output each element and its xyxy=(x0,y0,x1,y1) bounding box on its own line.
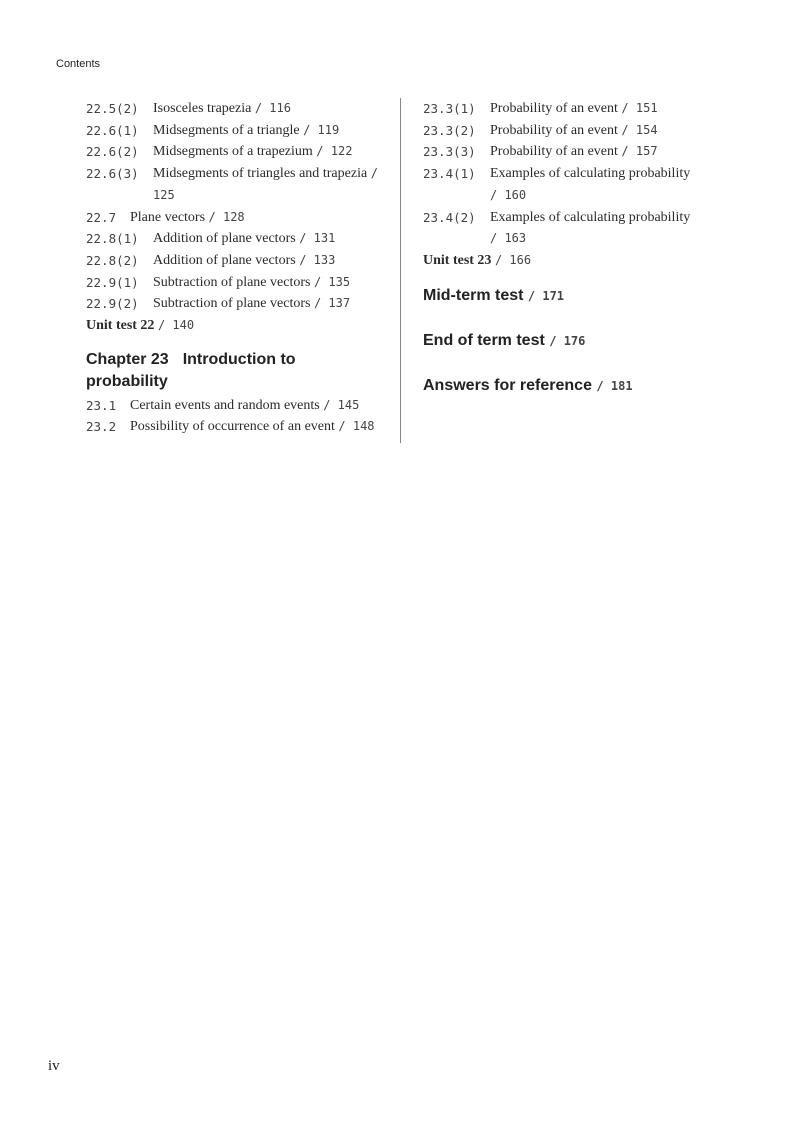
entry-page: 181 xyxy=(610,378,633,393)
toc-entry[interactable]: 22.5(2) Isosceles trapezia / 116 xyxy=(86,98,378,120)
entry-number: 22.6(1) xyxy=(86,122,139,138)
entry-number: 22.5(2) xyxy=(86,101,139,116)
entry-title: Midsegments of triangles and trapezia xyxy=(153,166,368,182)
toc-entry[interactable]: 22.6(2) Midsegments of a trapezium / 122 xyxy=(86,141,378,163)
toc-entry[interactable]: 23.4(1) Examples of calculating probability / 160 xyxy=(423,163,723,206)
entry-title: Probability of an event xyxy=(490,101,618,116)
entry-page: 122 xyxy=(330,144,353,159)
unit-test-entry[interactable]: Unit test 22 / 140 xyxy=(86,318,195,334)
section-title: Answers for reference xyxy=(423,376,592,394)
entry-number: 23.2 xyxy=(86,419,117,435)
entry-page: 133 xyxy=(313,252,336,267)
chapter-heading[interactable] xyxy=(86,349,378,393)
entry-page: 160 xyxy=(504,187,527,202)
entry-page: 154 xyxy=(635,122,658,137)
chapter-number: Chapter 23 xyxy=(86,350,169,368)
entry-number: 23.3(3) xyxy=(423,144,476,160)
section-heading-midterm[interactable]: Mid-term test / 171 xyxy=(423,286,565,304)
entry-page: 140 xyxy=(172,318,195,333)
entry-page: 166 xyxy=(509,252,532,267)
entry-title: Isosceles trapezia xyxy=(153,101,252,116)
entry-number: 23.1 xyxy=(86,397,117,413)
entry-title: Addition of plane vectors xyxy=(153,252,296,268)
section-heading-end-of-term[interactable]: End of term test / 176 xyxy=(423,331,586,349)
entry-title: Plane vectors xyxy=(130,209,206,225)
toc-entry[interactable]: 23.3(1) Probability of an event / 151 xyxy=(423,98,723,120)
toc-left-column xyxy=(86,98,378,438)
section-heading-answers[interactable]: Answers for reference / 181 xyxy=(423,376,633,394)
entry-number: 22.8(2) xyxy=(86,252,139,268)
entry-title: Probability of an event xyxy=(490,122,618,138)
entry-page: 119 xyxy=(317,122,340,137)
entry-page: 151 xyxy=(635,101,658,115)
entry-title: Addition of plane vectors xyxy=(153,231,296,247)
entry-title: Midsegments of a trapezium xyxy=(153,144,313,160)
entry-page: 135 xyxy=(328,274,351,289)
toc-entry[interactable]: 22.9(2) Subtraction of plane vectors / 137 xyxy=(86,293,378,315)
entry-title: Certain events and random events xyxy=(130,397,320,413)
entry-title: Probability of an event xyxy=(490,144,618,160)
entry-number: 23.3(1) xyxy=(423,101,476,116)
entry-number: 22.6(2) xyxy=(86,144,139,160)
entry-page: 171 xyxy=(542,288,565,303)
entry-number: 23.4(2) xyxy=(423,209,476,225)
entry-title: Midsegments of a triangle xyxy=(153,122,300,138)
entry-page: 125 xyxy=(153,187,175,202)
toc-entry[interactable]: 23.4(2) Examples of calculating probability / 163 xyxy=(423,207,723,250)
toc-entry[interactable]: 22.8(1) Addition of plane vectors / 131 xyxy=(86,228,378,250)
toc-right-column xyxy=(423,98,723,397)
entry-page: 145 xyxy=(337,397,360,412)
entry-page: 176 xyxy=(563,333,586,348)
entry-page: 116 xyxy=(269,101,291,115)
entry-title: Subtraction of plane vectors xyxy=(153,296,311,312)
toc-entry[interactable]: 22.6(3) Midsegments of triangles and trapezia / 125 xyxy=(86,163,378,206)
entry-number: 23.4(1) xyxy=(423,166,476,182)
entry-number: 22.8(1) xyxy=(86,231,139,247)
entry-page: 128 xyxy=(222,209,245,224)
entry-page: 163 xyxy=(504,231,527,246)
entry-number: 23.3(2) xyxy=(423,122,476,138)
toc-entry[interactable]: 22.7 Plane vectors / 128 xyxy=(86,207,378,229)
entry-title: Possibility of occurrence of an event xyxy=(130,419,335,435)
page-number: iv xyxy=(48,1058,60,1074)
entry-page: 137 xyxy=(328,296,351,311)
entry-title: Examples of calculating probability xyxy=(490,166,691,182)
running-header: Contents xyxy=(56,58,101,70)
toc-entry[interactable]: 23.2 Possibility of occurrence of an event / 148 xyxy=(86,416,378,438)
entry-title: Subtraction of plane vectors xyxy=(153,274,311,290)
entry-number: 22.9(2) xyxy=(86,296,139,312)
chapter-title: Introduction to probability xyxy=(86,350,296,390)
entry-page: 157 xyxy=(635,144,658,159)
section-title: Mid-term test xyxy=(423,286,524,304)
toc-entry[interactable]: 23.3(2) Probability of an event / 154 xyxy=(423,120,723,142)
entry-title: Examples of calculating probability xyxy=(490,209,691,225)
section-title: End of term test xyxy=(423,331,545,349)
toc-entry[interactable]: 22.9(1) Subtraction of plane vectors / 135 xyxy=(86,272,378,294)
toc-entry[interactable]: 22.8(2) Addition of plane vectors / 133 xyxy=(86,250,378,272)
entry-number: 22.7 xyxy=(86,209,117,225)
toc-entry[interactable]: 23.3(3) Probability of an event / 157 xyxy=(423,141,723,163)
entry-page: 148 xyxy=(352,419,375,434)
unit-test-entry[interactable]: Unit test 23 / 166 xyxy=(423,252,532,268)
unit-test-label: Unit test 23 xyxy=(423,252,492,268)
toc-entry[interactable]: 22.6(1) Midsegments of a triangle / 119 xyxy=(86,120,378,142)
unit-test-label: Unit test 22 xyxy=(86,318,155,334)
entry-number: 22.9(1) xyxy=(86,274,139,290)
column-divider xyxy=(400,98,401,443)
entry-page: 131 xyxy=(313,231,336,246)
toc-entry[interactable]: 23.1 Certain events and random events / 145 xyxy=(86,395,378,417)
entry-number: 22.6(3) xyxy=(86,166,139,182)
